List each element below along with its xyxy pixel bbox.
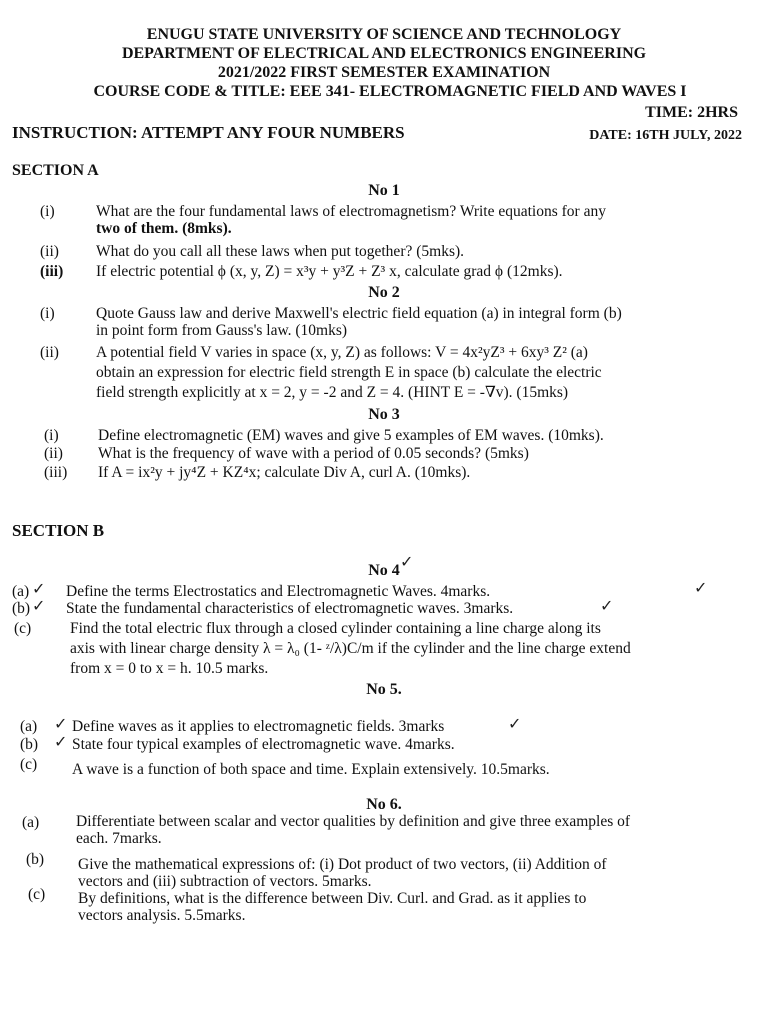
- q1-iii-text: If electric potential ϕ (x, y, Z) = x³y + y³Z + Z³ x, calculate grad ϕ (12mks).: [96, 263, 563, 280]
- q2-ii-line3: field strength explicitly at x = 2, y = -2 and Z = 4. (HINT E = -∇v). (15mks): [96, 384, 569, 401]
- q2-ii-line2: obtain an expression for electric field strength E in space (b) calculate the electric: [96, 364, 602, 381]
- q6-a-line1: Differentiate between scalar and vector qualities by definition and give three examples of: [76, 813, 631, 830]
- question-6-heading: No 6.: [366, 796, 402, 813]
- q2-ii-line1: A potential field V varies in space (x, y, Z) as follows: V = 4x²yZ³ + 6xy³ Z² (a): [96, 344, 588, 361]
- q3-i-label: (i): [44, 427, 59, 444]
- q4-c-label: (c): [14, 620, 32, 637]
- q6-b-line2: vectors and (iii) subtraction of vectors. 5marks.: [78, 873, 372, 890]
- q6-b-label: (b): [26, 851, 45, 868]
- check-mark-icon: ✓: [400, 554, 414, 571]
- question-2-heading: No 2: [368, 284, 400, 301]
- q4-a-text: Define the terms Electrostatics and Electromagnetic Waves. 4marks.: [66, 583, 491, 600]
- question-4-heading: No 4: [368, 562, 400, 579]
- check-mark-icon: ✓: [54, 734, 68, 751]
- q1-i-line2: two of them. (8mks).: [96, 220, 232, 237]
- q5-c-text: A wave is a function of both space and time. Explain extensively. 10.5marks.: [72, 761, 550, 778]
- q6-c-label: (c): [28, 886, 46, 903]
- q1-ii-text: What do you call all these laws when put together? (5mks).: [96, 243, 465, 260]
- q5-a-text: Define waves as it applies to electromagnetic fields. 3marks: [72, 718, 445, 735]
- exam-title: 2021/2022 FIRST SEMESTER EXAMINATION: [217, 64, 551, 81]
- question-1-heading: No 1: [368, 182, 400, 199]
- section-a-title: SECTION A: [12, 162, 99, 179]
- section-b-title: SECTION B: [12, 521, 105, 540]
- exam-time: TIME: 2HRS: [645, 104, 738, 121]
- check-mark-icon: ✓: [508, 716, 522, 733]
- instruction: INSTRUCTION: ATTEMPT ANY FOUR NUMBERS: [12, 123, 405, 142]
- q1-i-line1: What are the four fundamental laws of electromagnetism? Write equations for any: [96, 203, 606, 220]
- q6-b-line1: Give the mathematical expressions of: (i) Dot product of two vectors, (ii) Addition of: [78, 856, 607, 873]
- q3-ii-label: (ii): [44, 445, 63, 462]
- q4-c-line2: axis with linear charge density λ = λ₀ (1- ᶻ/λ)C/m if the cylinder and the line charge extend: [70, 640, 631, 657]
- q3-iii-text: If A = ix²y + jy⁴Z + KZ⁴x; calculate Div A, curl A. (10mks).: [98, 464, 471, 481]
- q6-a-label: (a): [22, 814, 40, 831]
- q5-c-label: (c): [20, 756, 38, 773]
- q3-iii-label: (iii): [44, 464, 68, 481]
- q3-i-text: Define electromagnetic (EM) waves and give 5 examples of EM waves. (10mks).: [98, 427, 604, 444]
- check-mark-icon: ✓: [600, 598, 614, 615]
- check-mark-icon: ✓: [32, 598, 46, 615]
- department-name: DEPARTMENT OF ELECTRICAL AND ELECTRONICS ENGINEERING: [121, 45, 647, 62]
- q2-ii-label: (ii): [40, 344, 59, 361]
- university-name: ENUGU STATE UNIVERSITY OF SCIENCE AND TECHNOLOGY: [146, 26, 622, 43]
- q4-a-label: (a): [12, 583, 30, 600]
- q5-a-label: (a): [20, 718, 38, 735]
- q2-i-label: (i): [40, 305, 55, 322]
- q1-ii-label: (ii): [40, 243, 59, 260]
- q2-i-line2: in point form from Gauss's law. (10mks): [96, 322, 348, 339]
- q6-c-line2: vectors analysis. 5.5marks.: [78, 907, 246, 924]
- course-title: COURSE CODE & TITLE: EEE 341- ELECTROMAGNETIC FIELD AND WAVES I: [93, 83, 687, 100]
- exam-date: DATE: 16TH JULY, 2022: [589, 128, 742, 143]
- q4-c-line3: from x = 0 to x = h. 10.5 marks.: [70, 660, 269, 677]
- check-mark-icon: ✓: [694, 580, 708, 597]
- check-mark-icon: ✓: [32, 581, 46, 598]
- q1-iii-label: (iii): [40, 263, 64, 280]
- q4-b-text: State the fundamental characteristics of electromagnetic waves. 3marks.: [66, 600, 514, 617]
- q2-i-line1: Quote Gauss law and derive Maxwell's electric field equation (a) in integral form (b): [96, 305, 622, 322]
- question-5-heading: No 5.: [366, 681, 402, 698]
- q3-ii-text: What is the frequency of wave with a period of 0.05 seconds? (5mks): [98, 445, 529, 462]
- check-mark-icon: ✓: [54, 716, 68, 733]
- question-3-heading: No 3: [368, 406, 400, 423]
- q1-i-label: (i): [40, 203, 55, 220]
- q4-b-label: (b): [12, 600, 31, 617]
- q6-a-line2: each. 7marks.: [76, 830, 162, 847]
- q5-b-label: (b): [20, 736, 39, 753]
- q4-c-line1: Find the total electric flux through a closed cylinder containing a line charge along its: [70, 620, 601, 637]
- q6-c-line1: By definitions, what is the difference between Div. Curl. and Grad. as it applies to: [78, 890, 587, 907]
- q5-b-text: State four typical examples of electromagnetic wave. 4marks.: [72, 736, 455, 753]
